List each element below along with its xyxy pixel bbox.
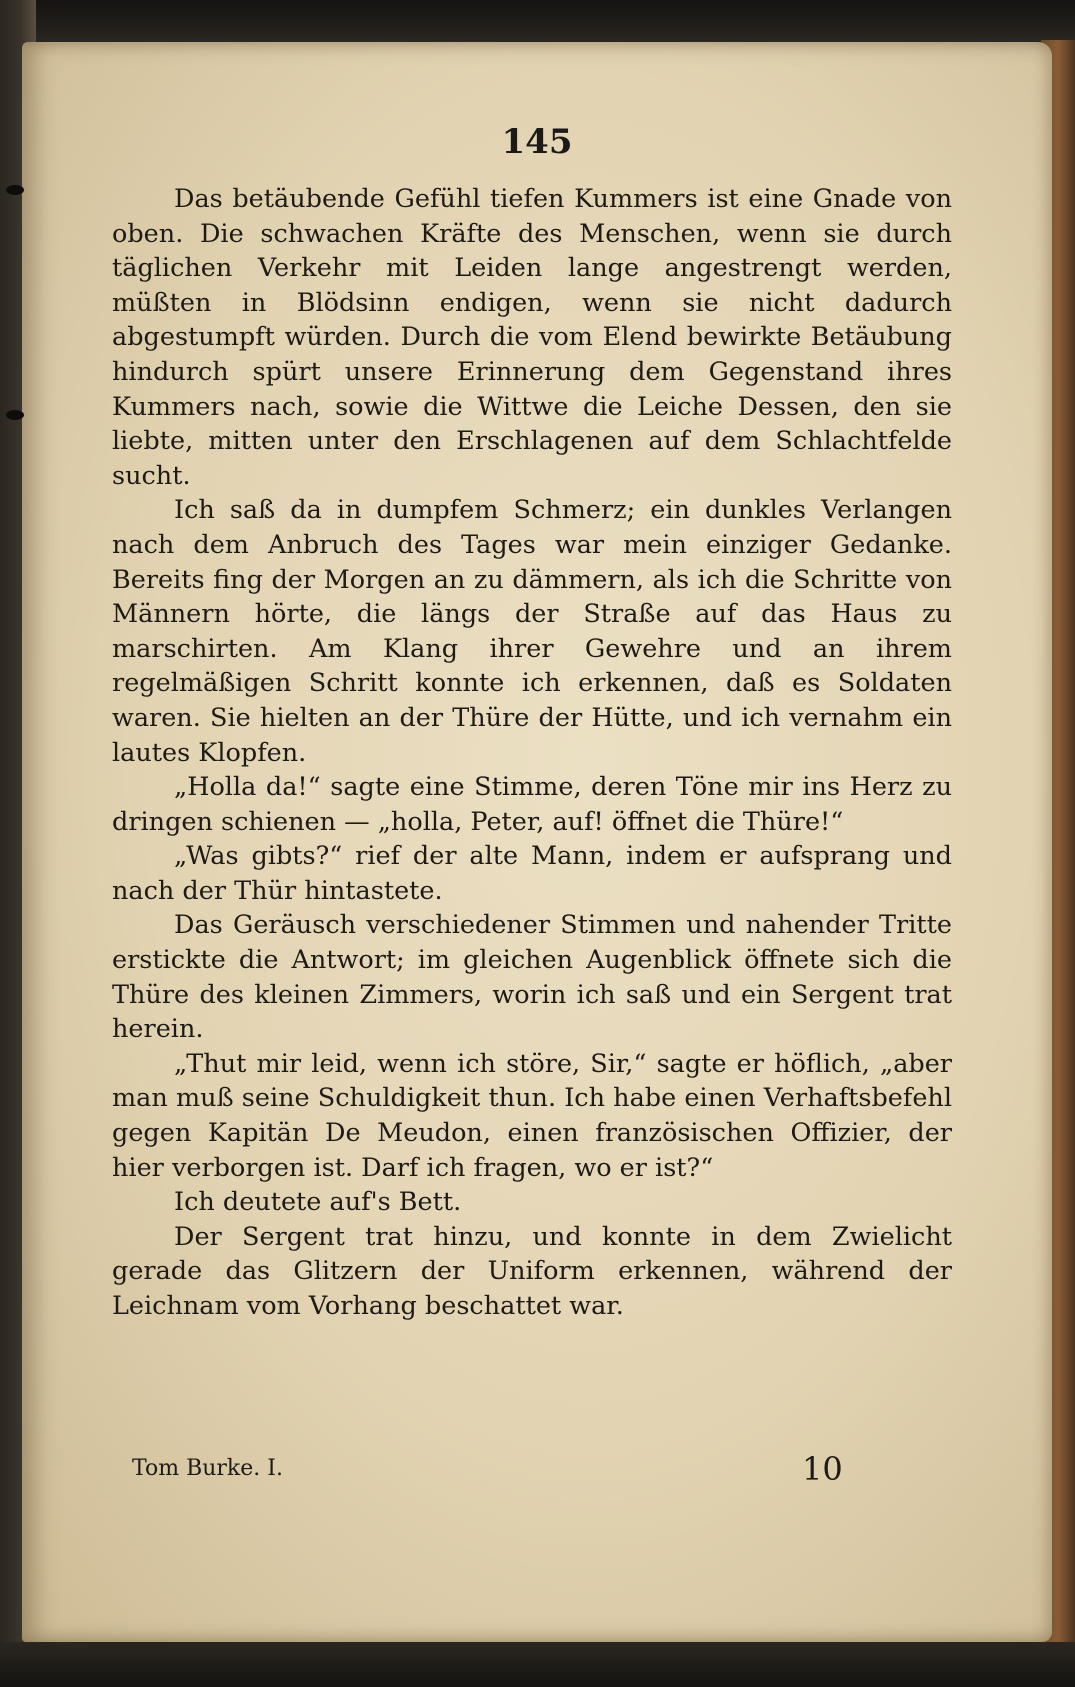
page-number: 145	[501, 122, 573, 162]
margin-mark	[6, 185, 24, 195]
page-footer	[112, 1450, 952, 1490]
paragraph: Das betäubende Gefühl tiefen Kummers ist eine Gnade von oben. Die schwachen Kräfte des Menschen, wenn sie durch täglichen Verkehr mit Leiden lange angestrengt werden, müßten in Blödsinn endigen, wenn sie nicht dadurch abgestumpft würden. Durch die vom Elend bewirkte Betäubung hindurch spürt unsere Erinnerung dem Gegenstand ihres Kummers nach, sowie die Wittwe die Leiche Dessen, den sie liebte, mitten unter den Erschlagenen auf dem Schlachtfelde sucht.	[112, 184, 952, 491]
margin-mark	[6, 410, 24, 420]
signature-mark: Tom Burke. I.	[132, 1456, 283, 1481]
paragraph: Ich deutete auf's Bett.	[174, 1187, 462, 1218]
paragraph: „Thut mir leid, wenn ich störe, Sir,“ sagte er höflich, „aber man muß seine Schuldigkeit thun. Ich habe einen Verhaftsbefehl gegen Kapitän De Meudon, einen französischen Offizier, der hier verborgen ist. Darf ich fragen, wo er ist?“	[112, 1048, 952, 1183]
paragraph: Der Sergent trat hinzu, und konnte in dem Zwielicht gerade das Glitzern der Uniform erkennen, während der Leichnam vom Vorhang beschattet war.	[112, 1221, 952, 1321]
paragraph: „Was gibts?“ rief der alte Mann, indem er aufsprang und nach der Thür hintastete.	[112, 841, 952, 906]
book-page	[22, 42, 1052, 1642]
scan-bottom-edge	[0, 1642, 1075, 1687]
paragraph: Das Geräusch verschiedener Stimmen und nahender Tritte erstickte die Antwort; im gleichen Augenblick öffnete sich die Thüre des kleinen Zimmers, worin ich saß und ein Sergent trat herein.	[112, 910, 952, 1045]
body-text	[112, 182, 952, 1324]
scan-top-edge	[0, 0, 1075, 48]
sheet-number: 10	[802, 1450, 843, 1488]
paragraph: „Holla da!“ sagte eine Stimme, deren Töne mir ins Herz zu dringen schienen — „holla, Peter, auf! öffnet die Thüre!“	[112, 772, 952, 837]
paragraph: Ich saß da in dumpfem Schmerz; ein dunkles Verlangen nach dem Anbruch des Tages war mein einziger Gedanke. Bereits fing der Morgen an zu dämmern, als ich die Schritte von Männern hörte, die längs der Straße auf das Haus zu marschirten. Am Klang ihrer Gewehre und an ihrem regelmäßigen Schritt konnte ich erkennen, daß es Soldaten waren. Sie hielten an der Thüre der Hütte, und ich vernahm ein lautes Klopfen.	[112, 495, 952, 768]
